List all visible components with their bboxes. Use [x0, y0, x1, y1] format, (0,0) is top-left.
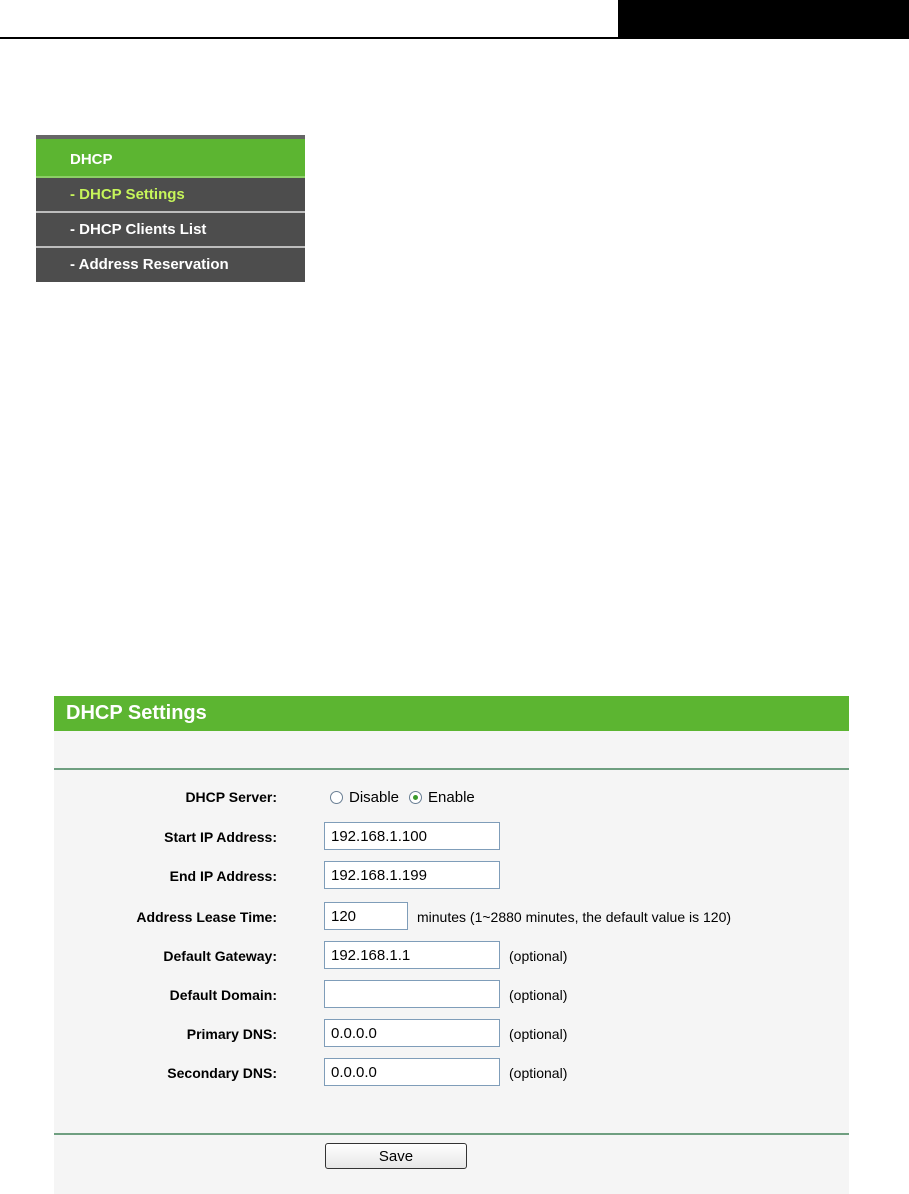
start-ip-label: Start IP Address:	[164, 829, 277, 845]
dhcp-server-row	[54, 782, 849, 812]
panel-title: DHCP Settings	[54, 696, 849, 731]
menu-item-dhcp[interactable]: DHCP	[36, 139, 305, 178]
default-gateway-input[interactable]	[324, 941, 500, 969]
primary-dns-row	[54, 1019, 849, 1049]
enable-radio[interactable]	[409, 791, 422, 804]
dhcp-menu	[36, 135, 305, 282]
menu-item-dhcp-clients-list[interactable]: - DHCP Clients List	[36, 213, 305, 248]
lease-time-label: Address Lease Time:	[136, 909, 277, 925]
primary-dns-label: Primary DNS:	[186, 1026, 277, 1042]
enable-radio-label[interactable]: Enable	[428, 788, 475, 806]
end-ip-row	[54, 861, 849, 891]
disable-radio-label[interactable]: Disable	[349, 788, 400, 806]
start-ip-row	[54, 822, 849, 852]
bottom-divider	[54, 1133, 849, 1135]
default-gateway-row	[54, 941, 849, 971]
secondary-dns-label: Secondary DNS:	[167, 1065, 277, 1081]
dhcp-settings-panel	[54, 696, 849, 1194]
default-domain-note: (optional)	[509, 987, 568, 1003]
menu-item-address-reservation[interactable]: - Address Reservation	[36, 248, 305, 282]
menu-item-dhcp-settings[interactable]: - DHCP Settings	[36, 178, 305, 213]
secondary-dns-row	[54, 1058, 849, 1088]
dhcp-server-radio-group	[330, 782, 485, 812]
primary-dns-input[interactable]	[324, 1019, 500, 1047]
default-domain-label: Default Domain:	[169, 987, 277, 1003]
header-black-block	[618, 0, 909, 39]
end-ip-input[interactable]	[324, 861, 500, 889]
secondary-dns-input[interactable]	[324, 1058, 500, 1086]
top-divider	[54, 768, 849, 770]
start-ip-input[interactable]	[324, 822, 500, 850]
secondary-dns-note: (optional)	[509, 1065, 568, 1081]
lease-time-row	[54, 902, 849, 932]
save-button[interactable]: Save	[325, 1143, 467, 1169]
lease-time-input[interactable]	[324, 902, 408, 930]
default-gateway-note: (optional)	[509, 948, 568, 964]
end-ip-label: End IP Address:	[169, 868, 277, 884]
primary-dns-note: (optional)	[509, 1026, 568, 1042]
default-gateway-label: Default Gateway:	[163, 948, 277, 964]
lease-time-note: minutes (1~2880 minutes, the default value is 120)	[417, 909, 732, 925]
dhcp-server-label: DHCP Server:	[185, 789, 277, 805]
disable-radio[interactable]	[330, 791, 343, 804]
default-domain-input[interactable]	[324, 980, 500, 1008]
header-rule	[0, 37, 618, 39]
default-domain-row	[54, 980, 849, 1010]
